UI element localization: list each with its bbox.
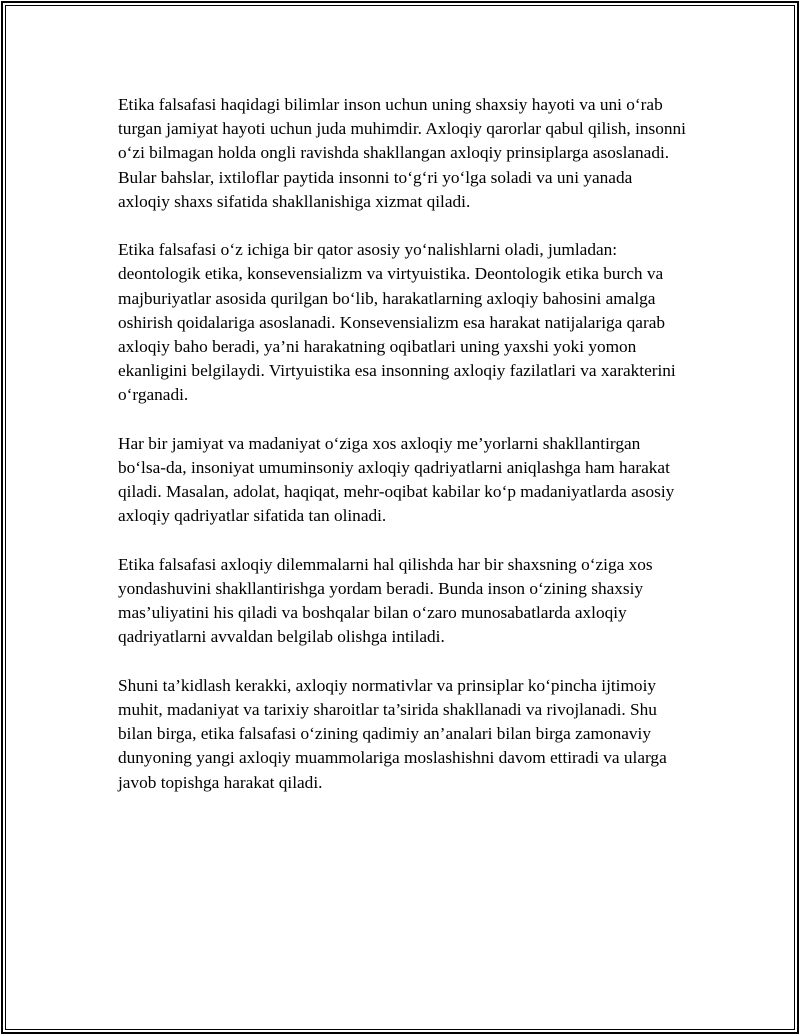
- paragraph: Har bir jamiyat va madaniyat o‘ziga xos axloqiy me’yorlarni shakllantirgan bo‘lsa-da, insoniyat umuminsoniy axloqiy qadriyatlarni aniqlashga ham harakat qiladi. Masalan, adolat, haqiqat, mehr-oqibat kabilar ko‘p madaniyatlarda asosiy axloqiy qadriyatlar sifatida tan olinadi.: [118, 433, 675, 526]
- paragraph: Shuni ta’kidlash kerakki, axloqiy normativlar va prinsiplar ko‘pincha ijtimoiy muhit, madaniyat va tarixiy sharoitlar ta’sirida shakllanadi va rivojlanadi. Shu bilan birga, etika falsafasi o‘zining qadimiy an’analari bilan birga zamonaviy dunyoning yangi axloqiy muammolariga moslashishni davom ettiradi va ularga javob topishga harakat qiladi.: [118, 675, 667, 792]
- paragraph: Etika falsafasi haqidagi bilimlar inson uchun uning shaxsiy hayoti va uni o‘rab turgan jamiyat hayoti uchun juda muhimdir. Axloqiy qarorlar qabul qilish, insonni o‘zi bilmagan holda ongli ravishda shakllangan axloqiy prinsiplarga asoslanadi. Bular bahslar, ixtiloflar paytida insonni to‘g‘ri yo‘lga soladi va uni yanada axloqiy shaxs sifatida shakllanishiga xizmat qiladi.: [118, 95, 686, 211]
- paragraph: Etika falsafasi axloqiy dilemmalarni hal qilishda har bir shaxsning o‘ziga xos yondashuvini shakllantirishga yordam beradi. Bunda inson o‘zining shaxsiy mas’uliyatini his qiladi va boshqalar bilan o‘zaro munosabatlarda axloqiy qadriyatlarni avvaldan belgilab olishga intiladi.: [118, 554, 653, 647]
- paragraph: Etika falsafasi o‘z ichiga bir qator asosiy yo‘nalishlarni oladi, jumladan: deontologik etika, konsevensializm va virtyuistika. Deontologik etika burch va majburiyatlar asosida qurilgan bo‘lib, harakatlarning axloqiy bahosini amalga oshirish qoidalariga asoslanadi. Konsevensializm esa harakat natijalariga qarab axloqiy baho beradi, ya’ni harakatning oqibatlari uning yaxshi yoki yomon ekanligini belgilaydi. Virtyuistika esa insonning axloqiy fazilatlari va xarakterini o‘rganadi.: [118, 240, 676, 405]
- document-body: [118, 93, 688, 819]
